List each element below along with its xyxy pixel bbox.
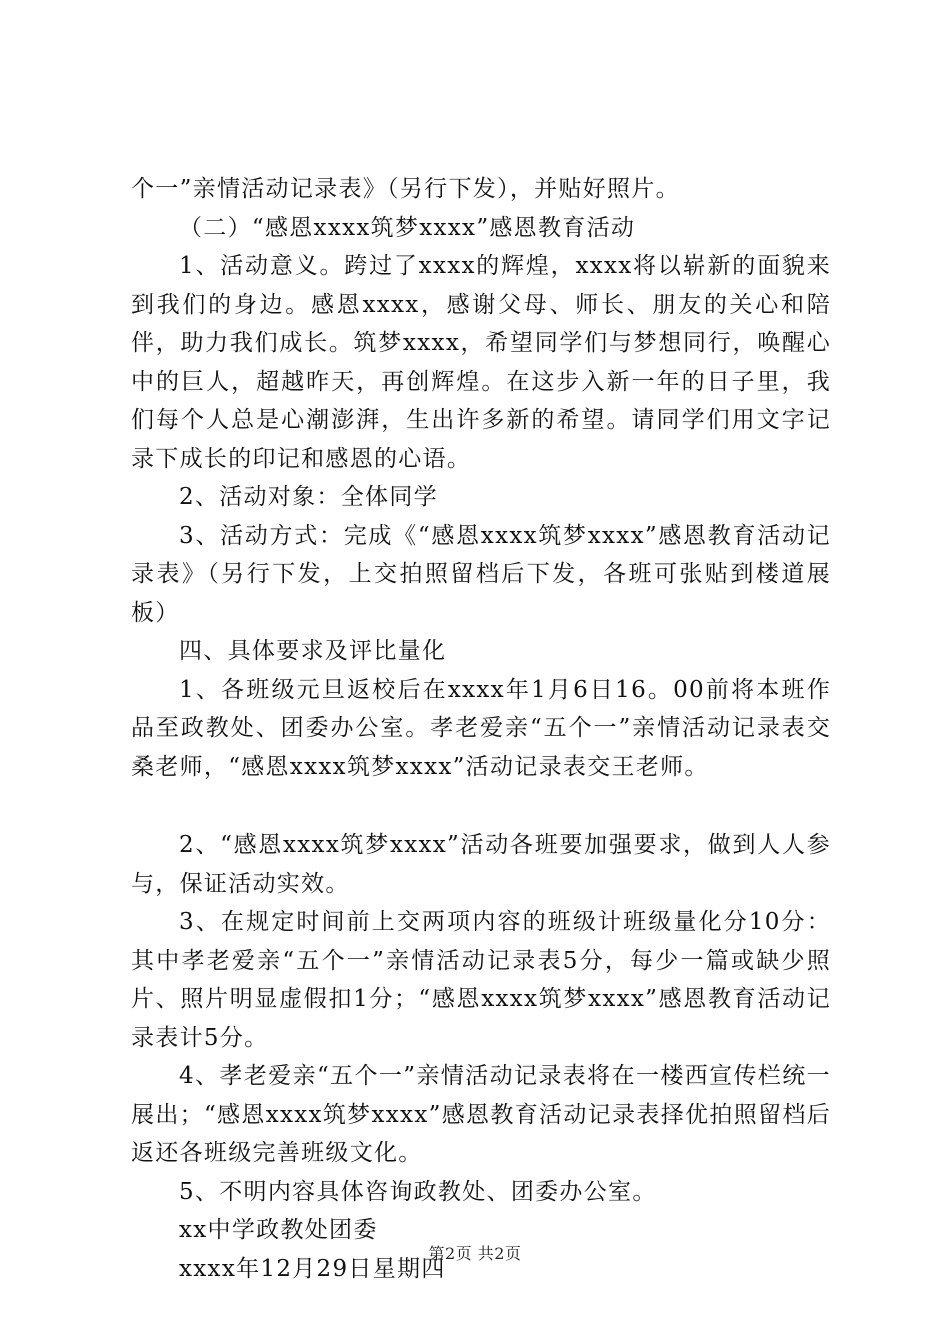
paragraph-requirement-4: 4、孝老爱亲“五个一”亲情活动记录表将在一楼西宣传栏统一展出；“感恩xxxx筑梦xxxx”感恩教育活动记录表择优拍照留档后返还各班级完善班级文化。 — [131, 1063, 831, 1166]
paragraph-requirement-1: 1、各班级元旦返校后在xxxx年1月6日16。00前将本班作品至政教处、团委办公室。孝老爱亲“五个一”亲情活动记录表交桑老师，“感恩xxxx筑梦xxxx”活动记录表交王老师。 — [131, 676, 831, 780]
signature-organization: xx中学政教处团委 — [179, 1217, 378, 1243]
paragraph-activity-meaning: 1、活动意义。跨过了xxxx的辉煌，xxxx将以崭新的面貌来到我们的身边。感恩xxxx，感谢父母、师长、朋友的关心和陪伴，助力我们成长。筑梦xxxx，希望同学们与梦想同行，唤醒心中的巨人，超越昨天，再创辉煌。在这步入新一年的日子里，我们每个人总是心潮澎湃，生出许多新的希望。请同学们用文字记录下成长的印记和感恩的心语。 — [131, 253, 831, 472]
paragraph-activity-target: 2、活动对象：全体同学 — [179, 484, 438, 510]
signature-date: xxxx年12月29日星期四 — [179, 1255, 446, 1282]
paragraph-requirement-2: 2、“感恩xxxx筑梦xxxx”活动各班要加强要求，做到人人参与，保证活动实效。 — [131, 832, 831, 897]
paragraph-activity-method: 3、活动方式：完成《“感恩xxxx筑梦xxxx”感恩教育活动记录表》（另行下发，上交拍照留档后下发，各班可张贴到楼道展板） — [131, 522, 831, 626]
section-heading-2: （二）“感恩xxxx筑梦xxxx”感恩教育活动 — [179, 214, 636, 241]
section-heading-requirements: 四、具体要求及评比量化 — [179, 638, 447, 664]
document-body — [131, 170, 831, 1288]
blank-line — [131, 786, 831, 826]
paragraph-1: 个一”亲情活动记录表》（另行下发），并贴好照片。 — [131, 176, 680, 202]
page-number: 第2页 共2页 — [428, 1244, 522, 1263]
paragraph-requirement-3: 3、在规定时间前上交两项内容的班级计班级量化分10分：其中孝老爱亲“五个一”亲情活动记录表5分，每少一篇或缺少照片、照片明显虚假扣1分；“感恩xxxx筑梦xxxx”感恩教育活动记录表计5分。 — [131, 909, 831, 1051]
paragraph-requirement-5: 5、不明内容具体咨询政教处、团委办公室。 — [179, 1178, 657, 1205]
